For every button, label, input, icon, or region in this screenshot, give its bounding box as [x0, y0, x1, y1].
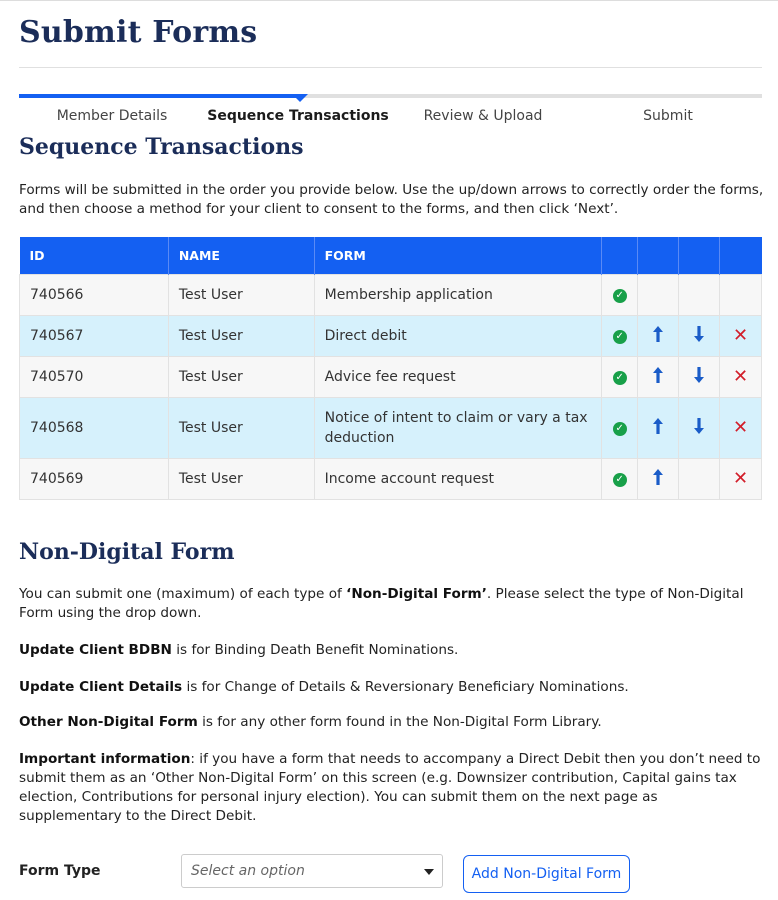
info-other-form-text: is for any other form found in the Non-Digital Form Library.: [197, 714, 602, 730]
cell-id: 740570: [20, 356, 169, 397]
info-other-form: [19, 713, 764, 732]
check-circle-icon: ✓: [613, 371, 627, 385]
cell-remove: [720, 274, 762, 315]
cell-name: Test User: [168, 458, 314, 499]
form-type-label: Form Type: [19, 863, 101, 879]
add-non-digital-form-button[interactable]: Add Non-Digital Form: [463, 855, 630, 893]
step-review-upload: Review & Upload: [423, 108, 543, 124]
cell-status: [602, 458, 638, 499]
cell-id: 740569: [20, 458, 169, 499]
cell-move-down: [679, 315, 720, 356]
table-header-row: [20, 237, 762, 274]
cell-form: Income account request: [314, 458, 602, 499]
arrow-up-icon[interactable]: [650, 366, 666, 384]
sequence-table-body: [20, 274, 762, 499]
select-placeholder: Select an option: [191, 863, 305, 879]
non-digital-intro: [19, 585, 764, 623]
close-icon[interactable]: ✕: [732, 365, 749, 387]
check-circle-icon: ✓: [613, 473, 627, 487]
cell-status: [602, 356, 638, 397]
column-header-up: [638, 237, 679, 274]
check-circle-icon: ✓: [613, 330, 627, 344]
info-bdbn-text: is for Binding Death Benefit Nominations.: [171, 642, 459, 658]
divider: [19, 67, 762, 68]
cell-move-up: [638, 274, 679, 315]
important-information: [19, 750, 764, 826]
cell-remove: [720, 458, 762, 499]
cell-form: Membership application: [314, 274, 602, 315]
arrow-up-icon[interactable]: [650, 468, 666, 486]
cell-move-up: [638, 397, 679, 458]
table-row: [20, 397, 762, 458]
column-header-name: NAME: [168, 237, 314, 274]
info-other-form-label: Other Non-Digital Form: [19, 714, 198, 730]
cell-id: 740567: [20, 315, 169, 356]
table-row: [20, 274, 762, 315]
column-header-form: FORM: [314, 237, 602, 274]
cell-name: Test User: [168, 274, 314, 315]
table-row: [20, 458, 762, 499]
sequence-table: [19, 237, 762, 500]
cell-move-down: [679, 356, 720, 397]
cell-id: 740566: [20, 274, 169, 315]
cell-move-up: [638, 315, 679, 356]
cell-form: Advice fee request: [314, 356, 602, 397]
step-sequence-transactions: Sequence Transactions: [207, 108, 389, 124]
cell-move-down: [679, 274, 720, 315]
form-type-row: [19, 853, 764, 895]
info-client-details-text: is for Change of Details & Reversionary Beneficiary Nominations.: [182, 679, 629, 695]
cell-id: 740568: [20, 397, 169, 458]
form-type-select[interactable]: [181, 854, 443, 888]
chevron-down-icon: [424, 869, 434, 875]
page-title: Submit Forms: [19, 15, 258, 50]
important-information-text: : if you have a form that needs to accompany a Direct Debit then you don’t need to submit them as an ‘Other Non-Digital Form’ on this screen (e.g. Downsizer contribution, Capital gains tax election, Contributions for personal injury election). You can submit them on the next page as supplementary to the Direct Debit.: [19, 751, 761, 824]
cell-move-up: [638, 458, 679, 499]
arrow-up-icon[interactable]: [650, 417, 666, 435]
important-information-label: Important information: [19, 751, 191, 767]
non-digital-heading: Non-Digital Form: [19, 539, 235, 565]
cell-name: Test User: [168, 315, 314, 356]
column-header-id: ID: [20, 237, 169, 274]
intro-text-start: You can submit one (maximum) of each type of: [19, 586, 347, 602]
close-icon[interactable]: ✕: [732, 416, 749, 438]
arrow-down-icon[interactable]: [691, 325, 707, 343]
cell-move-down: [679, 458, 720, 499]
stepper-progress-fill: [19, 94, 299, 98]
cell-name: Test User: [168, 356, 314, 397]
cell-remove: [720, 315, 762, 356]
info-client-details: [19, 678, 764, 697]
info-bdbn-label: Update Client BDBN: [19, 642, 172, 658]
cell-remove: [720, 356, 762, 397]
column-header-remove: [720, 237, 762, 274]
cell-status: [602, 274, 638, 315]
step-submit: Submit: [643, 108, 693, 124]
cell-remove: [720, 397, 762, 458]
sequence-intro: Forms will be submitted in the order you provide below. Use the up/down arrows to correctly order the forms, and then choose a method for your client to consent to the forms, and then click ‘Next’.: [19, 182, 764, 217]
cell-form: Direct debit: [314, 315, 602, 356]
cell-name: Test User: [168, 397, 314, 458]
table-row: [20, 315, 762, 356]
cell-move-up: [638, 356, 679, 397]
arrow-down-icon[interactable]: [691, 366, 707, 384]
column-header-down: [679, 237, 720, 274]
info-client-details-label: Update Client Details: [19, 679, 183, 695]
step-member-details[interactable]: Member Details: [56, 108, 168, 124]
cell-status: [602, 315, 638, 356]
column-header-status: [602, 237, 638, 274]
close-icon[interactable]: ✕: [732, 324, 749, 346]
close-icon[interactable]: ✕: [732, 467, 749, 489]
cell-move-down: [679, 397, 720, 458]
intro-text-bold: ‘Non-Digital Form’: [346, 586, 487, 602]
cell-status: [602, 397, 638, 458]
check-circle-icon: ✓: [613, 422, 627, 436]
sequence-heading: Sequence Transactions: [19, 134, 304, 160]
stepper-current-marker: [292, 94, 308, 102]
table-row: [20, 356, 762, 397]
arrow-up-icon[interactable]: [650, 325, 666, 343]
progress-stepper: [19, 94, 762, 134]
cell-form: Notice of intent to claim or vary a tax deduction: [314, 397, 602, 458]
info-bdbn: [19, 641, 764, 660]
check-circle-icon: ✓: [613, 289, 627, 303]
intro-text-end: . Please select the type of Non-Digital Form using the drop down.: [19, 586, 744, 621]
arrow-down-icon[interactable]: [691, 417, 707, 435]
